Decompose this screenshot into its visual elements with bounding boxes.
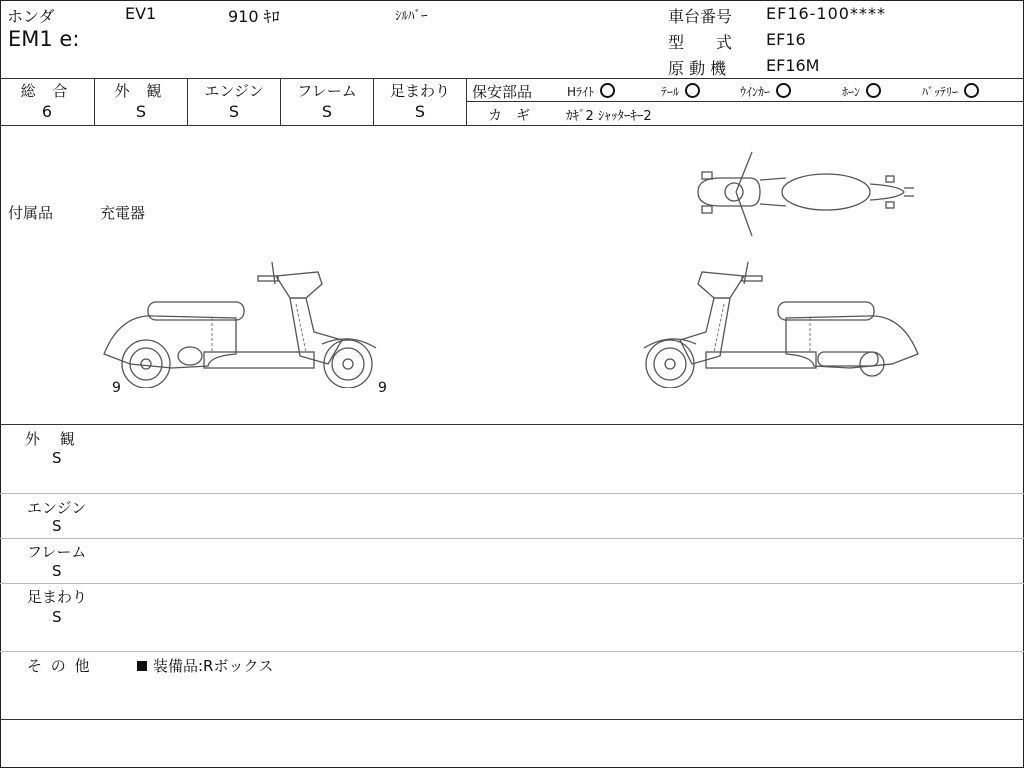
color-text: ｼﾙﾊﾞｰ [395,9,428,24]
frame-section-label: フレーム [27,543,87,561]
divider [0,719,1024,720]
safety-item-taillight: ﾃｰﾙ [661,83,700,100]
other-section-label: そ の 他 [27,657,92,675]
rear-tire-depth: 9 [378,380,387,396]
square-bullet-icon [137,661,147,671]
model-code-text: EV1 [125,4,157,23]
scooter-top-view-illustration [690,148,920,240]
chassis-section-label: 足まわり [27,588,88,606]
ok-circle-icon [866,83,881,98]
scooter-right-side-illustration [636,256,926,388]
divider [0,651,1024,652]
exterior-grade-label: 外 観 [114,82,168,100]
engine-section-label: エンジン [27,499,87,517]
chassis-grade-label: 足まわり [389,82,450,100]
type-value: EF16 [766,30,806,49]
maker-text: ホンダ [7,7,55,26]
divider [0,493,1024,494]
chassis-grade-value: S [414,102,426,121]
engine-section-value: S [52,517,62,535]
front-tire-depth: 9 [112,380,121,396]
exterior-section-label: 外 観 [25,430,75,448]
ok-circle-icon [600,83,615,98]
scooter-left-side-illustration [100,256,390,388]
frame-grade-label: フレーム [297,82,357,100]
safety-parts-label: 保安部品 [472,83,533,101]
safety-item-battery: ﾊﾞｯﾃﾘｰ [922,83,979,100]
exterior-grade-value: S [135,102,147,121]
frame-number-label: 車台番号 [668,7,733,26]
key-label: カ ギ [488,108,530,124]
frame-section-value: S [52,562,62,580]
overall-grade-label: 総 合 [20,82,74,100]
other-section-value: 装備品:Rボックス [137,655,273,676]
ok-circle-icon [685,83,700,98]
divider [467,101,1024,102]
engine-model-value: EF16M [766,56,820,75]
divider [0,424,1024,425]
divider [0,583,1024,584]
divider [0,125,1024,126]
safety-item-winker: ｳｲﾝｶｰ [740,83,791,100]
divider [0,538,1024,539]
safety-item-headlight: Hﾗｲﾄ [567,83,615,100]
engine-model-label: 原 動 機 [668,59,727,78]
chassis-section-value: S [52,608,62,626]
accessories-value: 充電器 [100,204,146,222]
engine-grade-value: S [228,102,240,121]
overall-grade-value: 6 [41,102,53,121]
engine-grade-label: エンジン [204,82,264,100]
mileage-text: 910 ｷﾛ [228,7,280,26]
divider [0,78,1024,79]
ok-circle-icon [776,83,791,98]
accessories-label: 付属品 [8,204,54,222]
type-label: 型 式 [668,33,733,52]
divider [466,78,467,125]
key-value: ｶｷﾞ2 ｼｬｯﾀｰｷｰ2 [566,109,652,124]
ok-circle-icon [964,83,979,98]
model-title: EM1 e: [8,27,80,51]
frame-number-value: EF16-100**** [766,4,886,23]
safety-item-horn: ﾎｰﾝ [842,83,881,100]
frame-grade-value: S [321,102,333,121]
exterior-section-value: S [52,449,62,467]
